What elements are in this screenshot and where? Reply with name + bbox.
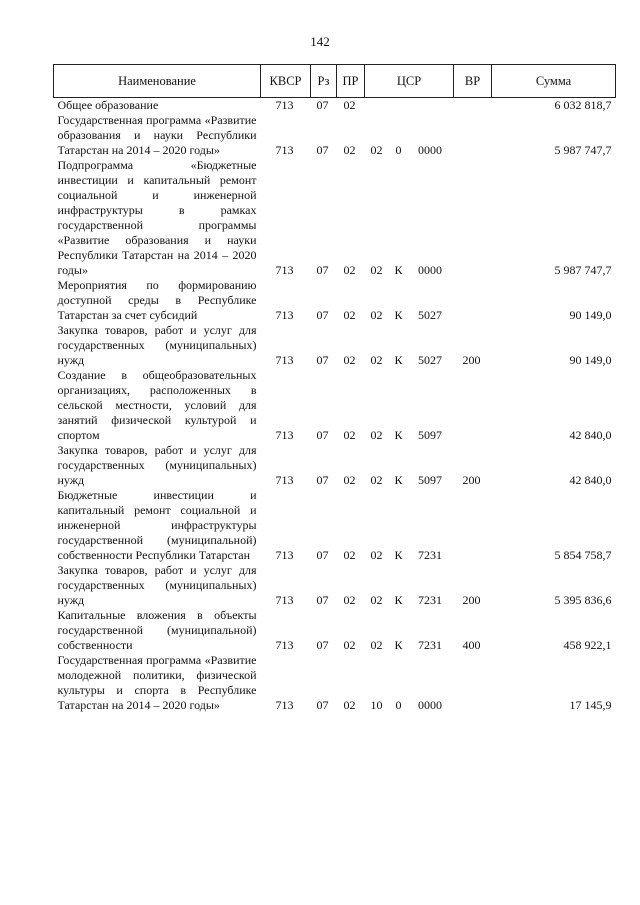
header-vr: ВР	[454, 65, 492, 98]
cell-csr-subprogram: 0	[395, 143, 402, 157]
table-row	[54, 158, 616, 278]
cell-kvsr: 713	[275, 698, 294, 712]
cell-sum: 5 987 747,7	[554, 143, 612, 157]
cell-pr: 02	[343, 308, 356, 322]
cell-sum: 5 395 836,6	[554, 593, 612, 607]
cell-vr: 200	[462, 593, 481, 607]
cell-name: Подпрограмма «Бюджетные инвестиции и капитальный ремонт социальной и инженерной инфраструктуры в рамках государственной программы «Развитие образования и науки Республики Татарстан на 2014 – 2020 годы»	[57, 158, 257, 277]
table-row	[54, 563, 616, 608]
cell-csr-program: 02	[370, 638, 383, 652]
table-row	[54, 98, 616, 114]
cell-pr: 02	[343, 593, 356, 607]
cell-pr: 02	[343, 353, 356, 367]
cell-vr	[454, 368, 492, 443]
cell-rz: 07	[316, 593, 329, 607]
cell-rz: 07	[316, 428, 329, 442]
cell-csr-direction: 7231	[418, 638, 442, 652]
cell-csr-direction: 0000	[418, 143, 442, 157]
cell-pr: 02	[343, 263, 356, 277]
cell-kvsr: 713	[275, 428, 294, 442]
table-row	[54, 368, 616, 443]
cell-name: Государственная программа «Развитие молодежной политики, физической культуры и спорта в Республике Татарстан на 2014 – 2020 годы»	[57, 653, 257, 712]
cell-kvsr: 713	[275, 593, 294, 607]
cell-kvsr: 713	[275, 143, 294, 157]
cell-csr-program: 10	[370, 698, 383, 712]
header-sum: Сумма	[492, 65, 616, 98]
cell-pr: 02	[343, 548, 356, 562]
cell-csr-program: 02	[370, 473, 383, 487]
cell-sum: 90 149,0	[569, 308, 612, 322]
budget-table	[53, 64, 616, 713]
cell-csr-direction	[409, 98, 454, 114]
cell-pr: 02	[343, 98, 356, 112]
cell-csr-program: 02	[370, 428, 383, 442]
cell-sum: 42 840,0	[569, 428, 612, 442]
cell-name: Государственная программа «Развитие образования и науки Республики Татарстан на 2014 – 2020 годы»	[57, 113, 257, 157]
cell-kvsr: 713	[275, 353, 294, 367]
cell-name: Бюджетные инвестиции и капитальный ремонт социальной и инженерной инфраструктуры государственной (муниципальной) собственности Республики Татарстан	[57, 488, 257, 562]
cell-vr: 400	[462, 638, 481, 652]
cell-sum: 42 840,0	[569, 473, 612, 487]
cell-rz: 07	[316, 98, 329, 112]
cell-csr-subprogram: К	[394, 548, 403, 562]
cell-pr: 02	[343, 473, 356, 487]
cell-csr-direction: 5027	[418, 308, 442, 322]
cell-vr	[454, 653, 492, 713]
cell-rz: 07	[316, 143, 329, 157]
cell-csr-subprogram: К	[394, 638, 403, 652]
cell-kvsr: 713	[275, 548, 294, 562]
cell-csr-direction: 5027	[418, 353, 442, 367]
table-row	[54, 653, 616, 713]
cell-name: Создание в общеобразовательных организациях, расположенных в сельской местности, условий для занятий физической культурой и спортом	[57, 368, 257, 442]
cell-name: Общее образование	[57, 98, 159, 112]
cell-pr: 02	[343, 428, 356, 442]
table-row	[54, 488, 616, 563]
cell-csr-subprogram	[391, 98, 409, 114]
cell-name: Мероприятия по формированию доступной среды в Республике Татарстан за счет субсидий	[57, 278, 257, 322]
cell-name: Закупка товаров, работ и услуг для государственных (муниципальных) нужд	[57, 443, 257, 487]
table-row	[54, 113, 616, 158]
cell-vr: 200	[462, 353, 481, 367]
cell-vr	[454, 488, 492, 563]
cell-name: Закупка товаров, работ и услуг для государственных (муниципальных) нужд	[57, 563, 257, 607]
table-header-row	[54, 65, 616, 98]
cell-vr	[454, 98, 492, 114]
cell-kvsr: 713	[275, 308, 294, 322]
cell-sum: 5 854 758,7	[554, 548, 612, 562]
cell-sum: 5 987 747,7	[554, 263, 612, 277]
cell-vr: 200	[462, 473, 481, 487]
cell-rz: 07	[316, 473, 329, 487]
cell-pr: 02	[343, 143, 356, 157]
header-pr: ПР	[337, 65, 365, 98]
cell-csr-program: 02	[370, 143, 383, 157]
cell-sum: 17 145,9	[569, 698, 612, 712]
page-number: 142	[310, 34, 330, 49]
cell-csr-subprogram: К	[394, 473, 403, 487]
header-name: Наименование	[54, 65, 261, 98]
cell-rz: 07	[316, 638, 329, 652]
table-row	[54, 608, 616, 653]
header-kvsr: КВСР	[261, 65, 311, 98]
table-row	[54, 278, 616, 323]
cell-csr-program	[365, 98, 391, 114]
header-rz: Рз	[311, 65, 337, 98]
cell-kvsr: 713	[275, 638, 294, 652]
cell-rz: 07	[316, 548, 329, 562]
cell-csr-program: 02	[370, 308, 383, 322]
cell-csr-direction: 5097	[418, 428, 442, 442]
cell-csr-subprogram: К	[394, 353, 403, 367]
cell-rz: 07	[316, 263, 329, 277]
cell-pr: 02	[343, 638, 356, 652]
header-csr: ЦСР	[365, 65, 454, 98]
cell-csr-program: 02	[370, 353, 383, 367]
cell-csr-direction: 5097	[418, 473, 442, 487]
cell-csr-subprogram: К	[394, 428, 403, 442]
cell-rz: 07	[316, 308, 329, 322]
table-row	[54, 443, 616, 488]
cell-sum: 90 149,0	[569, 353, 612, 367]
cell-csr-direction: 0000	[418, 263, 442, 277]
cell-rz: 07	[316, 698, 329, 712]
cell-csr-subprogram: К	[394, 263, 403, 277]
cell-vr	[454, 158, 492, 278]
cell-csr-direction: 7231	[418, 593, 442, 607]
cell-csr-program: 02	[370, 593, 383, 607]
cell-csr-direction: 0000	[418, 698, 442, 712]
cell-vr	[454, 278, 492, 323]
cell-sum: 458 922,1	[563, 638, 612, 652]
cell-kvsr: 713	[275, 473, 294, 487]
cell-vr	[454, 113, 492, 158]
cell-name: Капитальные вложения в объекты государственной (муниципальной) собственности	[57, 608, 257, 652]
cell-name: Закупка товаров, работ и услуг для государственных (муниципальных) нужд	[57, 323, 257, 367]
table-row	[54, 323, 616, 368]
cell-csr-subprogram: 0	[395, 698, 402, 712]
cell-kvsr: 713	[275, 98, 294, 112]
cell-sum: 6 032 818,7	[554, 98, 612, 112]
cell-csr-subprogram: К	[394, 593, 403, 607]
cell-csr-program: 02	[370, 548, 383, 562]
cell-kvsr: 713	[275, 263, 294, 277]
cell-pr: 02	[343, 698, 356, 712]
cell-csr-program: 02	[370, 263, 383, 277]
cell-csr-subprogram: К	[394, 308, 403, 322]
cell-rz: 07	[316, 353, 329, 367]
cell-csr-direction: 7231	[418, 548, 442, 562]
